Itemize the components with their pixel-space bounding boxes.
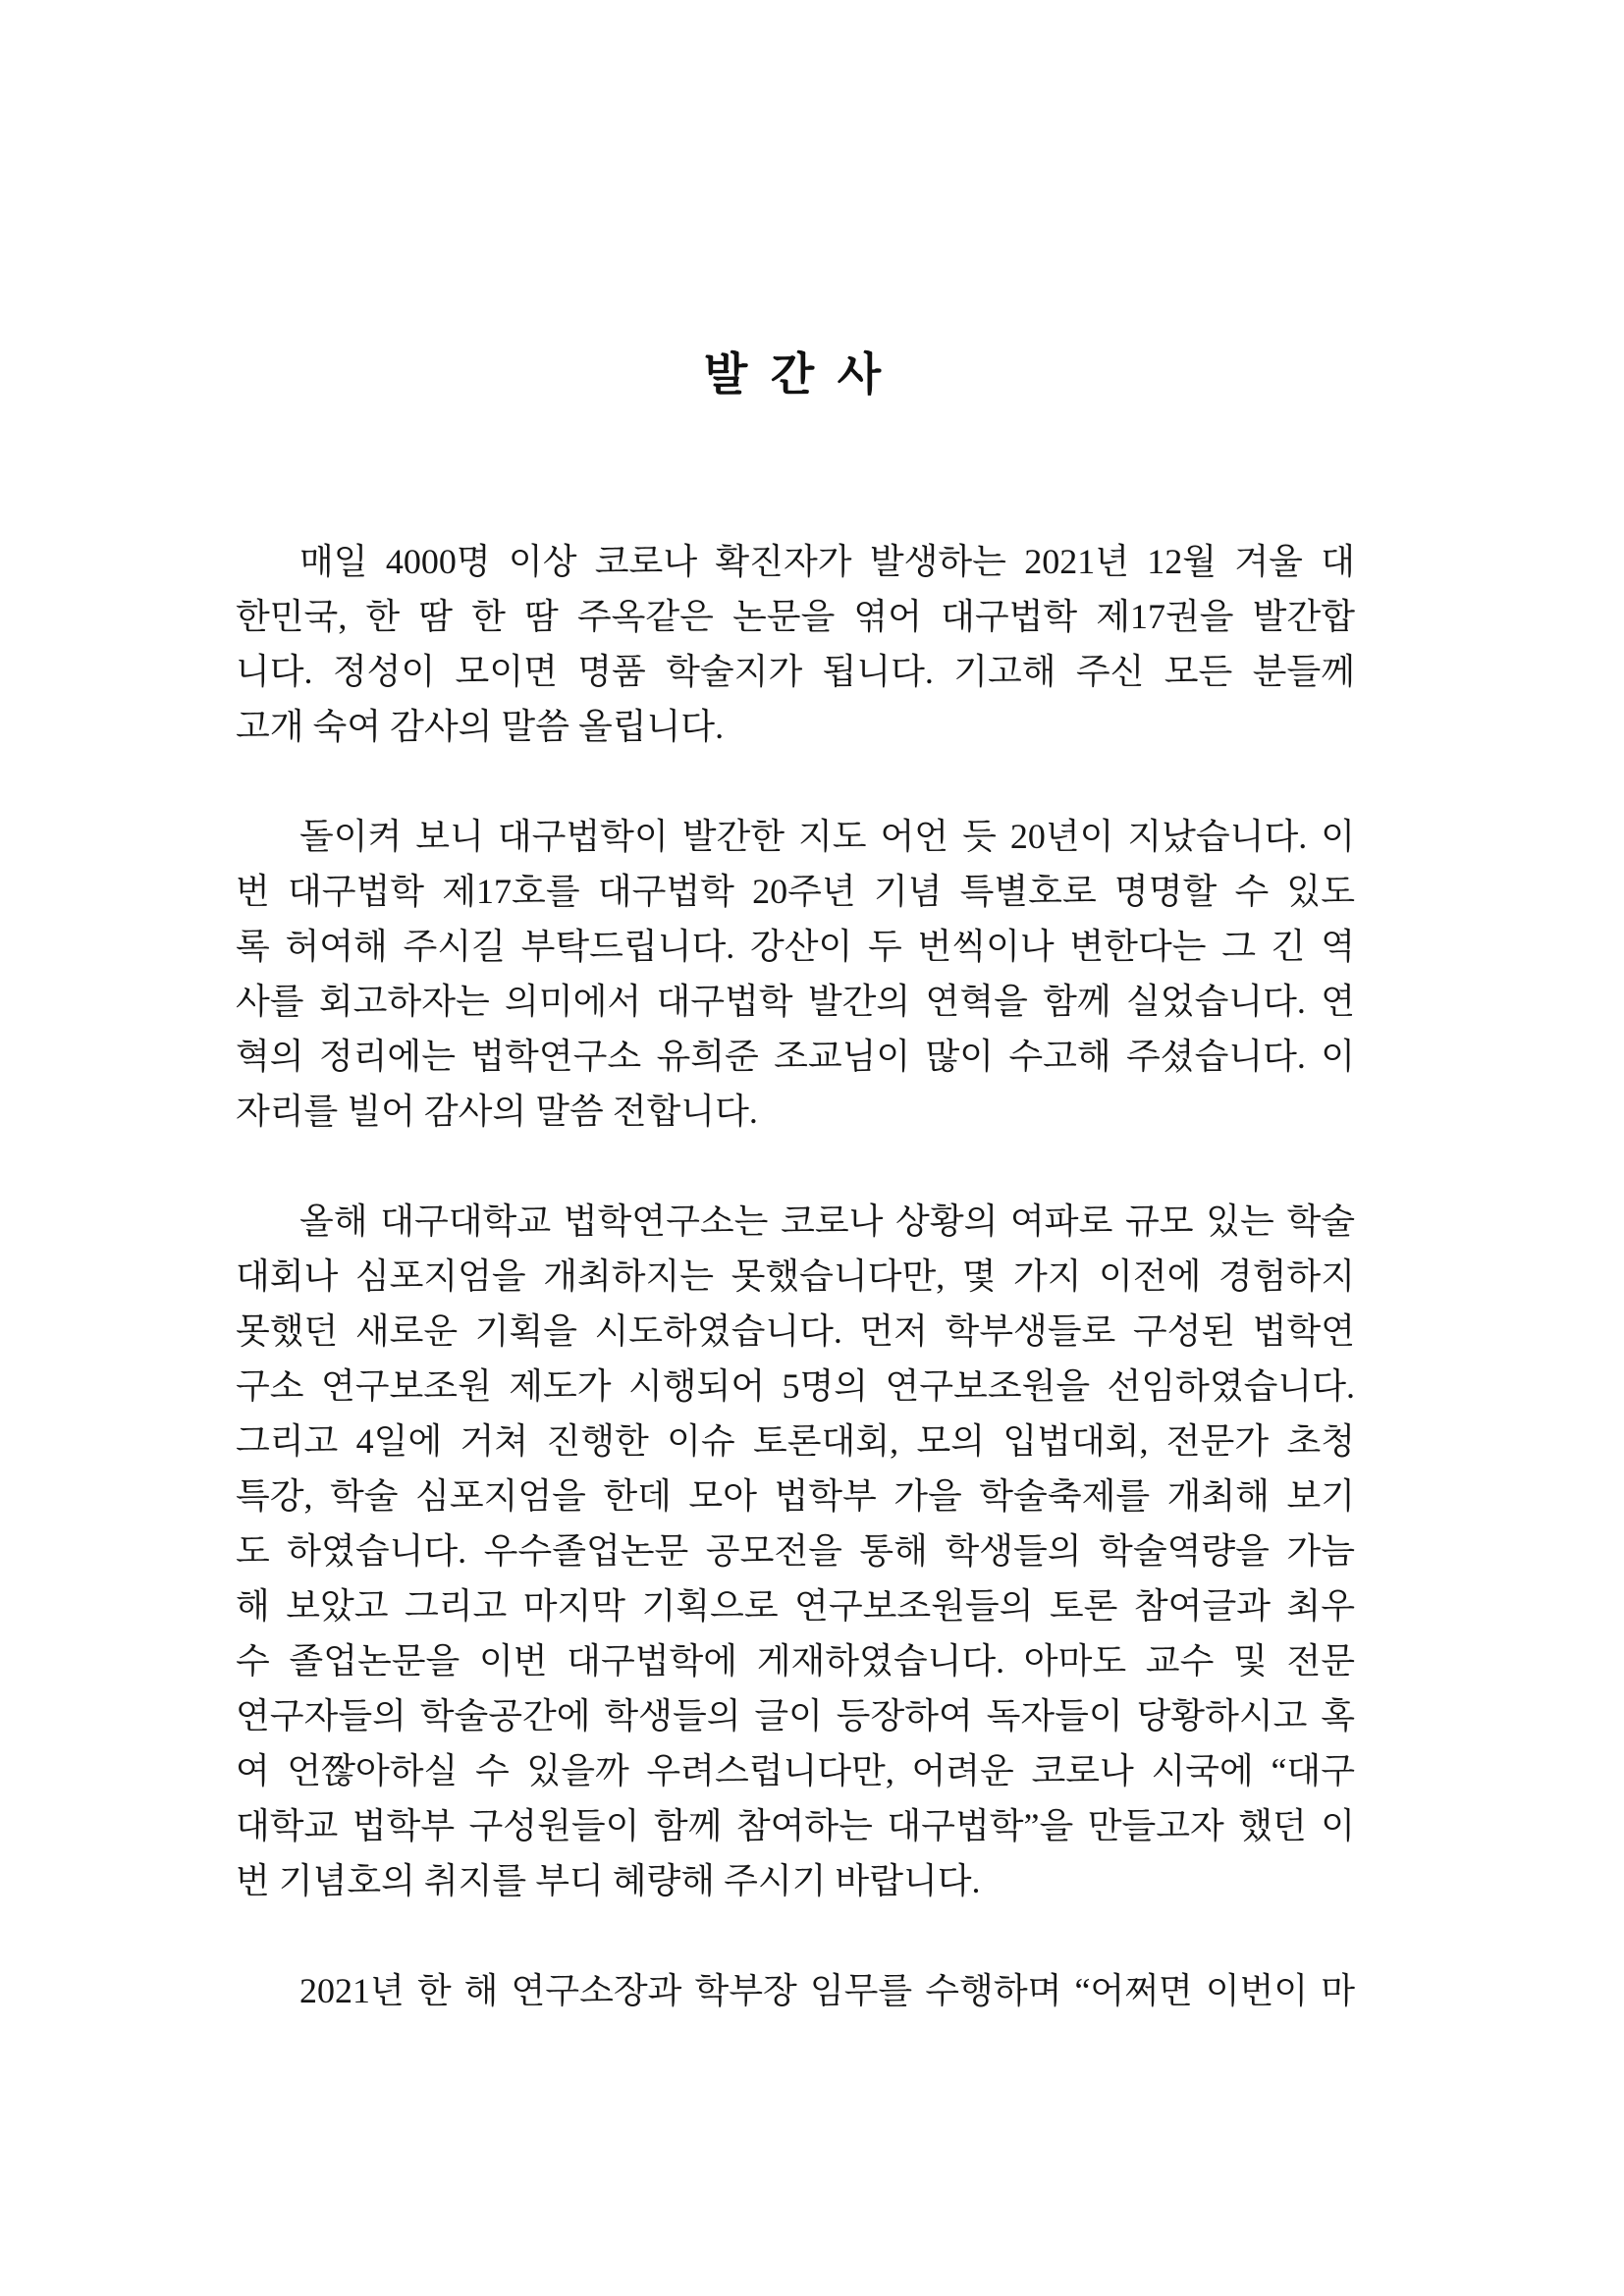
text-line: 사를 회고하자는 의미에서 대구법학 발간의 연혁을 함께 실었습니다. 연 — [236, 982, 1355, 1021]
text-line: 특강, 학술 심포지엄을 한데 모아 법학부 가을 학술축제를 개최해 보기 — [236, 1476, 1355, 1516]
text-line: 대학교 법학부 구성원들이 함께 참여하는 대구법학”을 만들고자 했던 이 — [236, 1806, 1355, 1845]
paragraph-3 — [236, 1194, 1355, 1908]
text-line: 자리를 빌어 감사의 말씀 전합니다. — [236, 1092, 758, 1131]
text-line: 혁의 정리에는 법학연구소 유희준 조교님이 많이 수고해 주셨습니다. 이 — [236, 1037, 1355, 1076]
text-line: 수 졸업논문을 이번 대구법학에 게재하였습니다. 아마도 교수 및 전문 — [236, 1641, 1355, 1681]
text-line: 2021년 한 해 연구소장과 학부장 임무를 수행하며 “어쩌면 이번이 마 — [299, 1971, 1355, 2010]
text-line: 여 언짢아하실 수 있을까 우려스럽니다만, 어려운 코로나 시국에 “대구 — [236, 1751, 1355, 1790]
text-line: 구소 연구보조원 제도가 시행되어 5명의 연구보조원을 선임하였습니다. — [236, 1366, 1355, 1406]
text-line: 한민국, 한 땀 한 땀 주옥같은 논문을 엮어 대구법학 제17권을 발간합 — [236, 597, 1355, 636]
page-title: 발 간 사 — [703, 349, 888, 400]
text-line: 돌이켜 보니 대구법학이 발간한 지도 어언 듯 20년이 지났습니다. 이 — [299, 817, 1355, 856]
text-line: 번 대구법학 제17호를 대구법학 20주년 기념 특별호로 명명할 수 있도 — [236, 872, 1355, 911]
text-line: 못했던 새로운 기획을 시도하였습니다. 먼저 학부생들로 구성된 법학연 — [236, 1311, 1355, 1351]
text-line: 매일 4000명 이상 코로나 확진자가 발생하는 2021년 12월 겨울 대 — [299, 542, 1355, 581]
document-body — [236, 534, 1355, 2018]
text-line: 대회나 심포지엄을 개최하지는 못했습니다만, 몇 가지 이전에 경험하지 — [236, 1256, 1355, 1296]
text-line: 고개 숙여 감사의 말씀 올립니다. — [236, 707, 725, 746]
text-line: 해 보았고 그리고 마지막 기획으로 연구보조원들의 토론 참여글과 최우 — [236, 1586, 1355, 1626]
text-line: 니다. 정성이 모이면 명품 학술지가 됩니다. 기고해 주신 모든 분들께 — [236, 652, 1355, 691]
text-line: 도 하였습니다. 우수졸업논문 공모전을 통해 학생들의 학술역량을 가늠 — [236, 1531, 1355, 1571]
paragraph-4 — [236, 1963, 1355, 2018]
paragraph-2 — [236, 809, 1355, 1139]
paragraph-1 — [236, 534, 1355, 754]
text-line: 그리고 4일에 거쳐 진행한 이슈 토론대회, 모의 입법대회, 전문가 초청 — [236, 1421, 1355, 1461]
text-line: 연구자들의 학술공간에 학생들의 글이 등장하여 독자들이 당황하시고 혹 — [236, 1696, 1355, 1735]
text-line: 번 기념호의 취지를 부디 혜량해 주시기 바랍니다. — [236, 1861, 981, 1900]
text-line: 올해 대구대학교 법학연구소는 코로나 상황의 여파로 규모 있는 학술 — [299, 1201, 1355, 1241]
text-line: 록 허여해 주시길 부탁드립니다. 강산이 두 번씩이나 변한다는 그 긴 역 — [236, 927, 1355, 966]
text-block — [236, 0, 1355, 2018]
